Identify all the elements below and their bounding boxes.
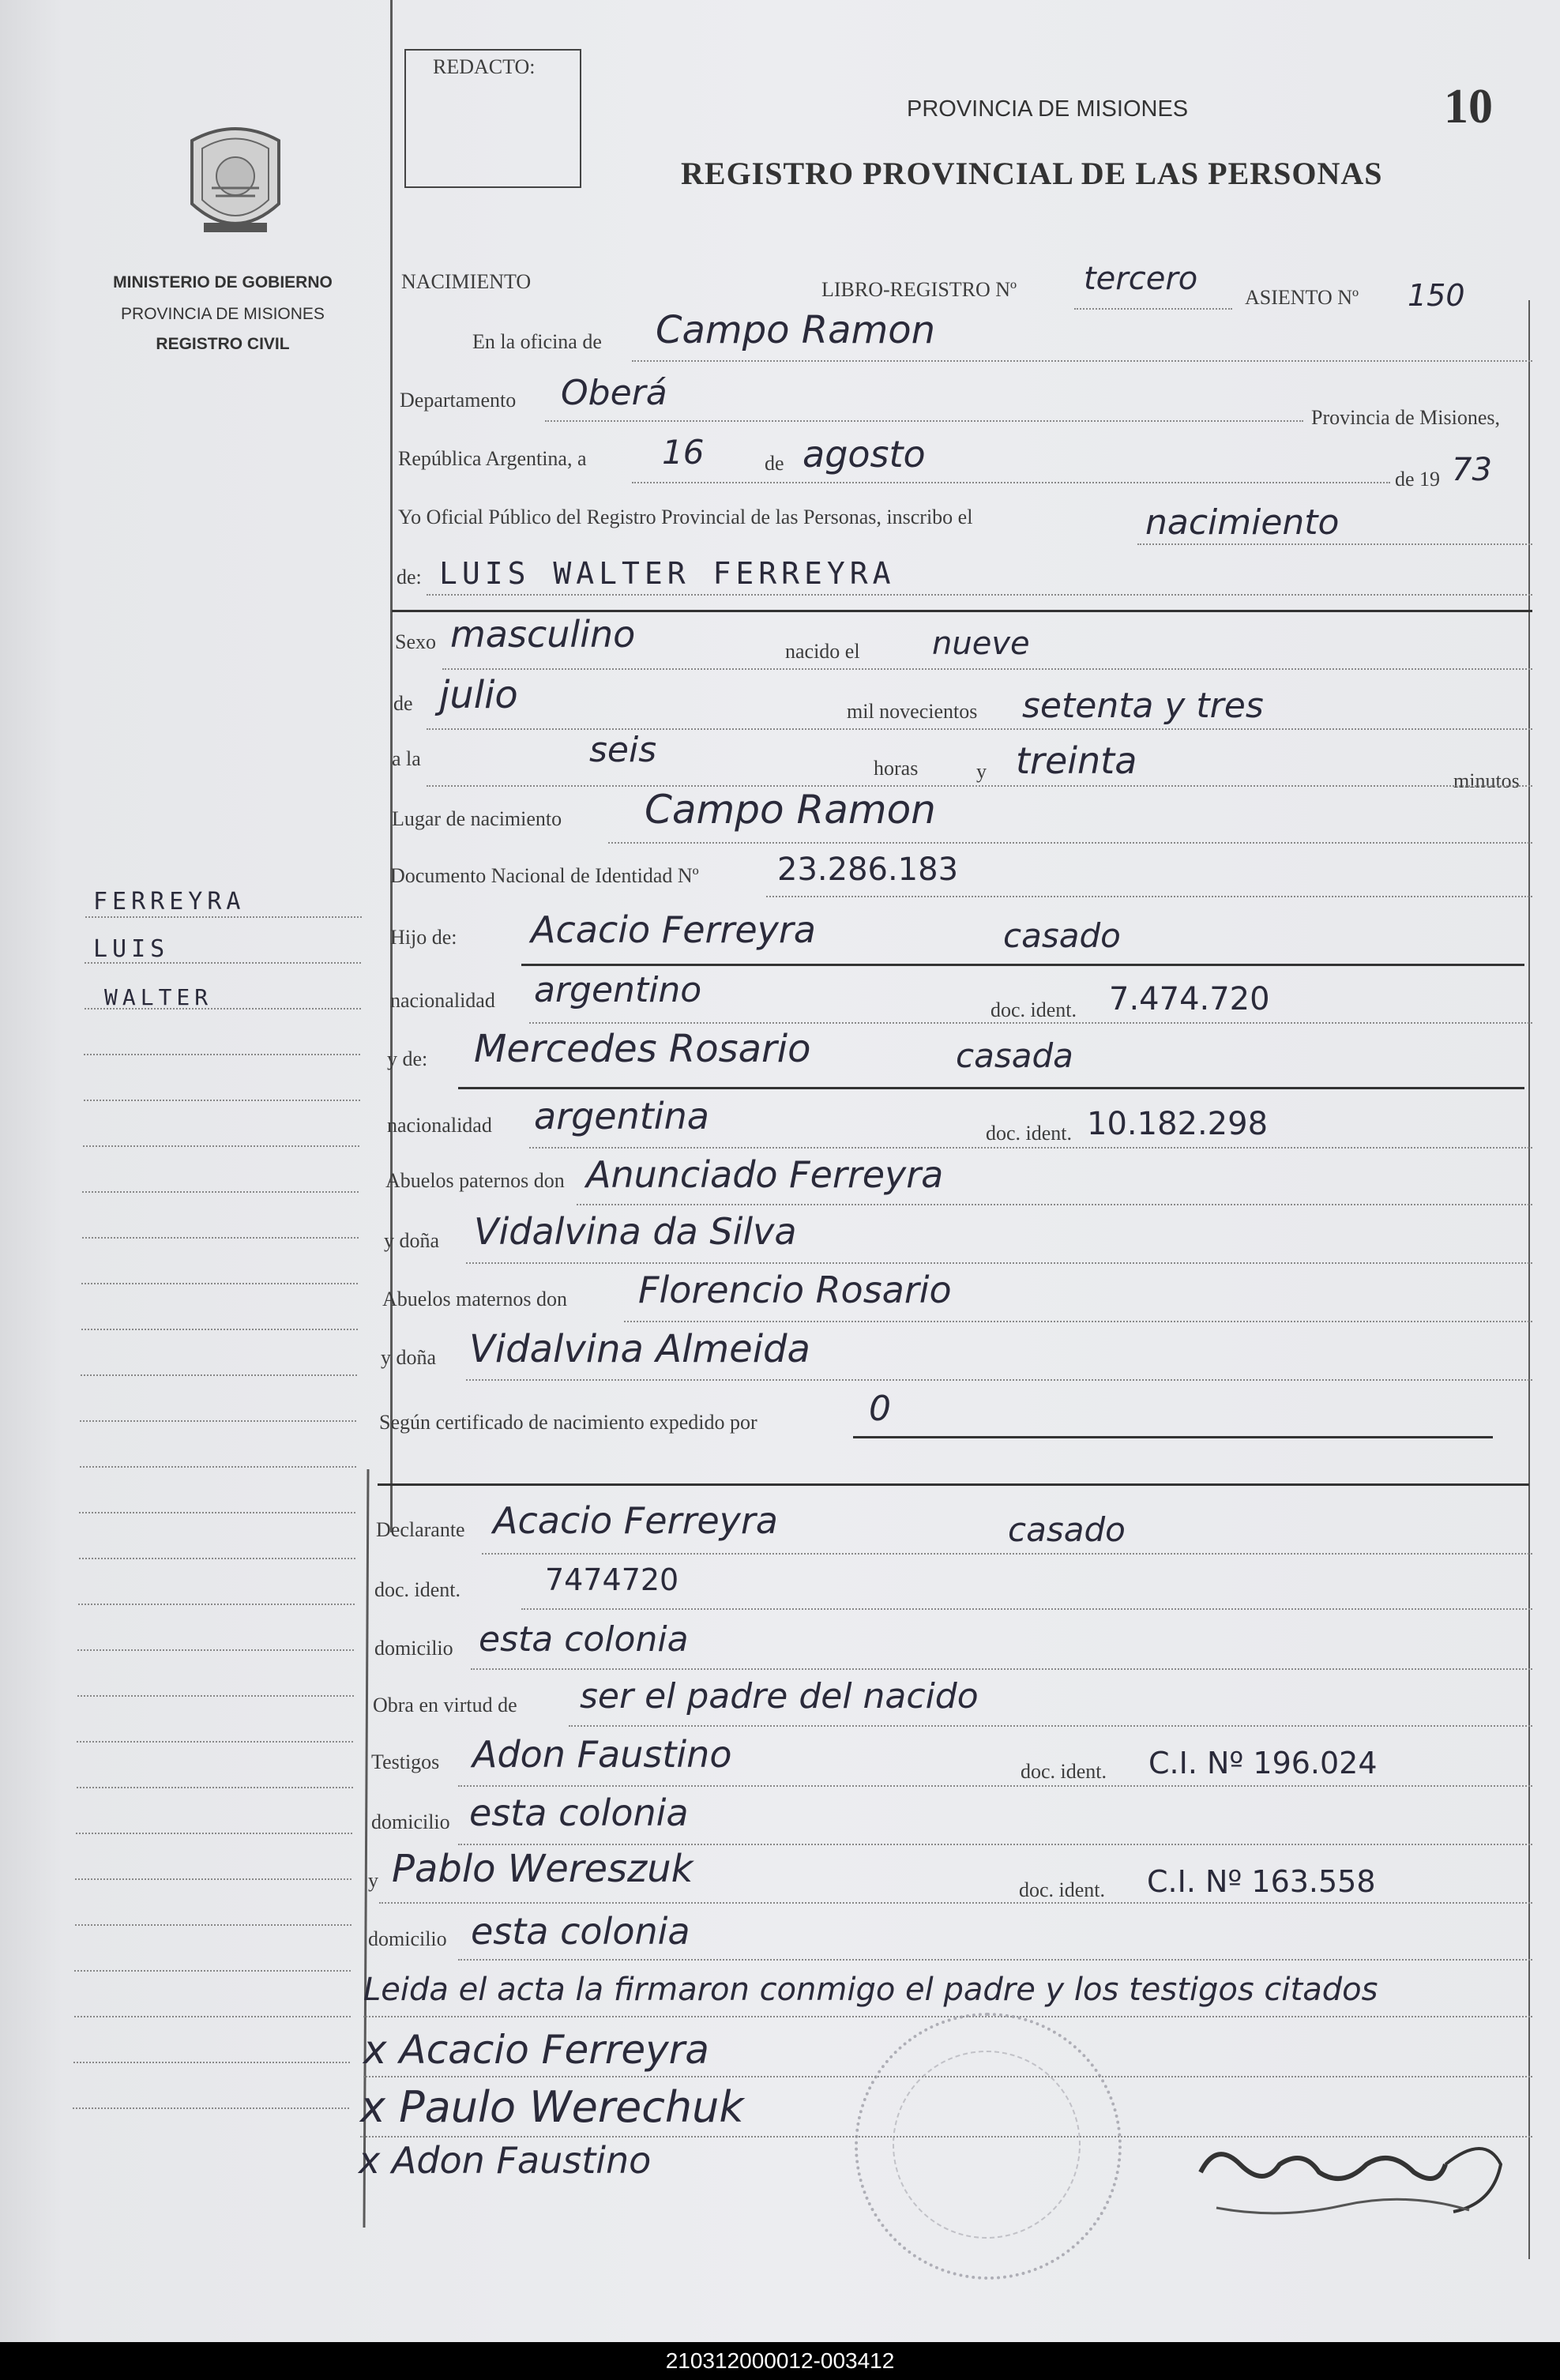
- father-status: casado: [1003, 916, 1121, 955]
- margin-dotted-line: [83, 1145, 359, 1147]
- abuelo-mat-line: [624, 1321, 1532, 1322]
- abuelos-pat-label: Abuelos paternos don: [385, 1169, 565, 1192]
- name-line: [427, 594, 1532, 596]
- stamp-inner-ring: [893, 2051, 1081, 2239]
- dni-label: Documento Nacional de Identidad Nº: [390, 864, 699, 887]
- margin-dotted-line: [77, 1695, 354, 1697]
- mother-name: Mercedes Rosario: [474, 1027, 811, 1071]
- declarante-domicilio: esta colonia: [479, 1619, 689, 1660]
- libro-line: [1074, 308, 1232, 310]
- provincia-suffix: Provincia de Misiones,: [1311, 406, 1501, 429]
- domicilio-label-3: domicilio: [368, 1927, 447, 1950]
- lugar-line: [608, 842, 1532, 844]
- inscribo-value: nacimiento: [1145, 502, 1340, 543]
- hour-value: seis: [589, 730, 657, 770]
- yo-label: Yo Oficial Público del Registro Provincial de las Personas, inscribo el: [398, 506, 973, 528]
- oficina-label: En la oficina de: [472, 330, 602, 353]
- margin-dotted-line: [81, 1329, 358, 1330]
- testigos-label: Testigos: [371, 1750, 440, 1773]
- page-number: 10: [1444, 80, 1493, 133]
- testigo2-doc: C.I. Nº 163.558: [1147, 1864, 1376, 1899]
- margin-dotted-line: [81, 1374, 357, 1376]
- declarante-doc-line: [521, 1608, 1532, 1610]
- abuela-pat-line: [466, 1262, 1532, 1264]
- certificado-value: 0: [869, 1389, 891, 1429]
- month-value: agosto: [803, 433, 926, 476]
- obra-label: Obra en virtud de: [373, 1694, 517, 1716]
- testigo2-name: Pablo Wereszuk: [392, 1847, 694, 1891]
- margin-dotted-line: [74, 1970, 351, 1972]
- margin-dotted-line: [78, 1604, 355, 1605]
- nacido-label: nacido el: [785, 640, 860, 663]
- horas-label: horas: [874, 757, 919, 780]
- act-type-label: NACIMIENTO: [401, 270, 532, 293]
- domicilio-label-2: domicilio: [371, 1810, 450, 1833]
- lugar-value: Campo Ramon: [645, 787, 936, 833]
- testigo2-line: [379, 1902, 1532, 1904]
- y-label: y: [976, 760, 987, 783]
- father-nationality: argentino: [534, 970, 702, 1010]
- margin-surname: FERREYRA: [93, 888, 246, 916]
- abuelo-paterno: Anunciado Ferreyra: [586, 1153, 944, 1196]
- oficina-line: [632, 360, 1532, 362]
- margin-dotted-line: [80, 1466, 356, 1468]
- time-line: [427, 785, 1532, 787]
- obra-value: ser el padre del nacido: [580, 1676, 979, 1716]
- margin-dotted-line: [79, 1512, 355, 1513]
- dni-line: [766, 896, 1532, 897]
- y-dona-label-1: y doña: [384, 1229, 440, 1252]
- signature-witness-2: x Paulo Werechuk: [360, 2082, 744, 2132]
- abuela-mat-line: [466, 1379, 1532, 1381]
- hijo-label: Hijo de:: [390, 926, 457, 949]
- declarante-line: [482, 1553, 1532, 1555]
- birth-year-words: setenta y tres: [1022, 686, 1264, 726]
- declarante-name: Acacio Ferreyra: [493, 1499, 778, 1542]
- ministry-title: MINISTERIO DE GOBIERNO: [113, 273, 333, 291]
- closing-line: [363, 2016, 1532, 2017]
- departamento-value: Oberá: [561, 373, 667, 413]
- registered-name: LUIS WALTER FERREYRA: [439, 556, 896, 591]
- domicilio-line-3: [458, 1959, 1532, 1961]
- mother-doc: 10.182.298: [1087, 1106, 1269, 1142]
- testigo1-doc: C.I. Nº 196.024: [1148, 1746, 1378, 1780]
- official-signature-icon: [1185, 2117, 1517, 2235]
- redacto-label: REDACTO:: [433, 55, 536, 78]
- margin-dotted-line: [74, 2016, 351, 2017]
- margin-dotted-line: [79, 1558, 355, 1559]
- mother-status: casada: [956, 1036, 1073, 1075]
- sexo-line: [442, 668, 1532, 670]
- domicilio-line-2: [458, 1844, 1532, 1845]
- abuela-materna: Vidalvina Almeida: [469, 1327, 810, 1371]
- margin-dotted-line: [82, 1191, 359, 1193]
- mother-nat-line: [529, 1147, 1532, 1149]
- libro-value: tercero: [1084, 261, 1198, 297]
- declarante-doc: 7474720: [545, 1562, 679, 1597]
- father-nat-line: [529, 1022, 1532, 1024]
- nacido-value: nueve: [932, 626, 1030, 662]
- signature-line-1: [363, 2076, 1532, 2077]
- abuelo-pat-line: [577, 1204, 1532, 1205]
- lugar-label: Lugar de nacimiento: [392, 807, 562, 830]
- republica-label: República Argentina, a: [398, 447, 587, 470]
- father-rule: [521, 964, 1524, 966]
- declarante-status: casado: [1008, 1510, 1126, 1549]
- doc-ident-label-5: doc. ident.: [1019, 1878, 1106, 1901]
- testigo1-name: Adon Faustino: [472, 1733, 732, 1776]
- left-province: PROVINCIA DE MISIONES: [121, 305, 325, 323]
- archive-id: 210312000012-003412: [665, 2348, 895, 2373]
- margin-dotted-line: [85, 916, 362, 918]
- margin-dotted-line: [75, 1924, 351, 1926]
- testigo2-domicilio: esta colonia: [471, 1910, 690, 1953]
- margin-dotted-line: [77, 1787, 353, 1788]
- margin-dotted-line: [73, 2062, 350, 2063]
- margin-dotted-line: [82, 1237, 359, 1239]
- abuela-paterna: Vidalvina da Silva: [474, 1210, 797, 1253]
- margin-dotted-line: [81, 1283, 358, 1284]
- margin-first-name: LUIS: [93, 935, 170, 963]
- year-value: 73: [1452, 452, 1492, 488]
- margin-dotted-line: [75, 1878, 351, 1880]
- dni-value: 23.286.183: [777, 852, 959, 888]
- margin-dotted-line: [85, 1008, 361, 1010]
- birth-month: julio: [439, 673, 518, 717]
- father-name: Acacio Ferreyra: [531, 908, 816, 951]
- domicilio-label-1: domicilio: [374, 1637, 453, 1660]
- asiento-value: 150: [1408, 278, 1465, 313]
- departamento-label: Departamento: [400, 389, 517, 412]
- certificado-label: Según certificado de nacimiento expedido por: [379, 1411, 757, 1434]
- nacionalidad-label-1: nacionalidad: [390, 989, 495, 1012]
- abuelos-mat-label: Abuelos maternos don: [382, 1288, 567, 1310]
- y-de-label: y de:: [387, 1047, 428, 1070]
- civil-registry: REGISTRO CIVIL: [156, 335, 290, 353]
- doc-ident-label-1: doc. ident.: [991, 998, 1077, 1021]
- certificado-rule: [853, 1436, 1493, 1438]
- departamento-line: [545, 420, 1303, 422]
- margin-dotted-line: [76, 1833, 352, 1834]
- sexo-label: Sexo: [395, 630, 436, 653]
- abuelo-materno: Florencio Rosario: [638, 1269, 952, 1311]
- doc-ident-label-3: doc. ident.: [374, 1578, 461, 1601]
- minutos-label: minutos: [1453, 769, 1520, 792]
- section-rule-1: [392, 610, 1532, 612]
- margin-dotted-line: [85, 962, 361, 964]
- margin-second-name: WALTER: [104, 984, 213, 1010]
- day-value: 16: [662, 433, 705, 472]
- doc-ident-label-2: doc. ident.: [986, 1122, 1073, 1145]
- oficina-value: Campo Ramon: [656, 308, 936, 352]
- section-rule-2: [378, 1483, 1529, 1486]
- testigo1-domicilio: esta colonia: [469, 1792, 689, 1834]
- libro-label: LIBRO-REGISTRO Nº: [821, 278, 1017, 301]
- closing-statement: Leida el acta la firmaron conmigo el padre y los testigos citados: [363, 1972, 1378, 2008]
- testigo1-line: [458, 1785, 1532, 1787]
- father-doc: 7.474.720: [1109, 981, 1270, 1017]
- margin-dotted-line: [77, 1649, 354, 1651]
- margin-dotted-line: [84, 1100, 360, 1101]
- de-label: de: [765, 452, 784, 475]
- year-label: de 19: [1395, 468, 1441, 491]
- de2-label: de: [393, 692, 413, 715]
- mother-rule: [458, 1087, 1524, 1089]
- asiento-label: ASIENTO Nº: [1245, 286, 1359, 309]
- margin-dotted-line: [84, 1054, 360, 1055]
- a-la-label: a la: [392, 747, 421, 770]
- mil-label: mil novecientos: [847, 700, 978, 723]
- registry-title: REGISTRO PROVINCIAL DE LAS PERSONAS: [681, 156, 1383, 191]
- margin-dotted-line: [77, 1741, 353, 1743]
- mother-nationality: argentina: [534, 1095, 709, 1137]
- minutes-value: treinta: [1016, 739, 1137, 782]
- province-title: PROVINCIA DE MISIONES: [907, 96, 1189, 122]
- y-dona-label-2: y doña: [381, 1346, 437, 1369]
- y-testigo-label: y: [368, 1869, 378, 1892]
- archive-id-bar: [0, 2342, 1560, 2380]
- inscribo-line: [1137, 543, 1532, 545]
- domicilio-line-1: [471, 1668, 1532, 1670]
- de-colon-label: de:: [397, 566, 422, 588]
- nacionalidad-label-2: nacionalidad: [387, 1114, 492, 1137]
- doc-ident-label-4: doc. ident.: [1021, 1760, 1107, 1783]
- seal-emblem-icon: [180, 117, 291, 247]
- margin-dotted-line: [80, 1420, 356, 1422]
- signature-father: x Acacio Ferreyra: [363, 2027, 709, 2073]
- margin-dotted-line: [73, 2107, 349, 2109]
- date-line: [632, 482, 1390, 483]
- sexo-value: masculino: [450, 613, 636, 656]
- signature-witness-1: x Adon Faustino: [359, 2139, 652, 2182]
- obra-line: [569, 1725, 1532, 1727]
- declarante-label: Declarante: [376, 1518, 465, 1541]
